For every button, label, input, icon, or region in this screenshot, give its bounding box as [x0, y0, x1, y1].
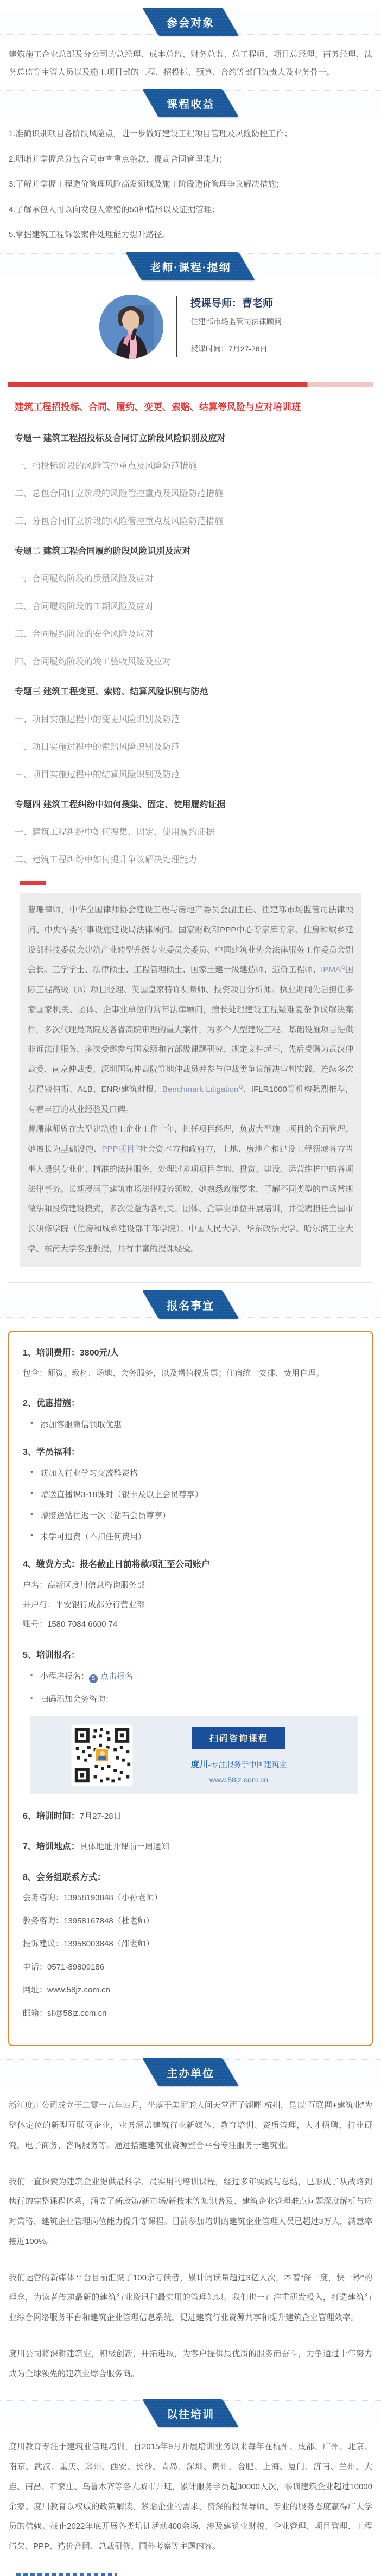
contact-list: [23, 1890, 358, 2021]
brand-tagline: -专注服务于中国建筑业: [208, 1760, 287, 1769]
payment-heading: 4、缴费方式：报名截止日前将款项汇至公司账户: [23, 1560, 210, 1569]
training-time-line: [23, 1808, 358, 1825]
section-strip-signup: [0, 1292, 381, 1318]
qr-code: [72, 1725, 132, 1786]
section-strip-benefits: [0, 90, 381, 116]
contact-line: 教务咨询：13958167848（杜老师）: [23, 1916, 154, 1926]
welfare-item: • 未学可退费（不扣任何费用）: [30, 1531, 358, 1542]
brand-url: www.58jz.com.cn: [209, 1775, 269, 1784]
instructor-divider: [176, 296, 177, 357]
section-strip-course: [0, 253, 381, 279]
benefit-item: 5.掌握建筑工程诉讼案件处理能力提升路径。: [9, 230, 170, 239]
fee-heading: 1、培训费用：3800元/人: [23, 1348, 119, 1358]
bio-paragraph-2: [28, 1120, 353, 1259]
bio-accent-bar: [20, 881, 46, 885]
outline-item: 四、合同履约阶段的竣工验收风险及应对: [15, 657, 172, 667]
outline-item: 二、建筑工程纠纷中如何提升争议解决处理能力: [15, 855, 198, 865]
section-strip-organizer: [0, 2059, 381, 2085]
contact-line: 邮箱：sll@58jz.com.cn: [23, 2008, 107, 2018]
bio-text: 社会资本方和政府方，土地、房地产和建设工程领域各方当事人提供专业化、精准的法律服务，处理过多项项目拿地、投资、建设、运营维护中的各项法律事务。长期浸润于建筑市场法律服务领域，她熟悉政策要求，了解不同类型的市场常规做法和投资建设模式，多次受邀为各机关、团体、企事业单位开展培训，并受聘担任全国市长研修学院（住房和城乡建设部干部学院）、中国人民大学、华东政法大学、哈尔滨工业大学、东南大学客座教授，具有丰富的授课经验。: [28, 1145, 354, 1254]
organizer-banner: [142, 2058, 239, 2086]
attendees-banner-label: 参会对象: [167, 17, 214, 29]
signup-banner-label: 报名事宜: [167, 1300, 214, 1312]
bio-text: 、IFLR1000等机构强烈推荐，有着丰富的从业经验及口碑。: [28, 1084, 353, 1114]
bio-text: 曹珊律师，中华全国律师协会建设工程与房地产委员会副主任、住建部市场监管司法律顾问、中央军委军事设施建设局法律顾问、国家财政部PPP中心专家库专家、住房和城乡建设部科技委员会建筑产业转型升级专业委员会委员、中国建筑业协会法律服务工作委员会副会长。工学学士、法律硕士、工程管理硕士、国家土建一级建造师、造价工程师、: [28, 905, 354, 975]
outline-item: 三、项目实施过程中的结算风险识别及防范: [15, 770, 180, 779]
organizer-paragraph: 我们运营的新媒体平台目前汇聚了100余万读者，累计阅读量超过3亿人次，本着“深一度，快一秒”的理念，为读者传递最新的建筑行业资讯和最实用的管理知识。我们也一直注重研发投入，打造建筑行业综合网络服务平台和建筑企业管理信息系统，促进建筑行业资源共享和提升建筑企业管理效率。: [9, 2273, 372, 2323]
training-time-value: 7月27-28日: [79, 1811, 122, 1821]
benefit-item: 4.了解承包人可以向发包人索赔的50种情形以及证据管理；: [9, 204, 220, 214]
instructor-bio-box: [20, 893, 361, 1267]
attendees-text: 建筑施工企业总部及分公司的总经理、成本总监、财务总监、总工程师、项目总经理、商务经理、法务总监等主管人员以及施工项目部的工程、招投标、预算、合约等部门负责人及业务骨干。: [9, 50, 372, 77]
instructor-time: 授课时间：7月27-28日: [190, 344, 268, 353]
payment-line: 户名：高新区度川信息咨询服务部: [23, 1581, 145, 1590]
outline-topic-3: [15, 685, 366, 780]
bio-paragraph-1: [28, 900, 353, 1120]
signup-box: [8, 1331, 373, 2047]
register-list: [23, 1670, 358, 1704]
contact-line: 会务咨询：13958193848（小孙老师）: [23, 1893, 162, 1903]
instructor-card: [0, 295, 381, 359]
past-banner-label: 以往培训: [167, 2408, 214, 2421]
benefits-banner-label: 课程收益: [167, 98, 214, 111]
training-venue-label: 7、培训地点：: [23, 1842, 80, 1851]
miniprogram-icon[interactable]: S: [89, 1674, 98, 1683]
payment-line: 账号：1580 7084 6600 74: [23, 1620, 118, 1629]
fee-note: 包含：师资、教材、场地、会务服务，以及增值税发票；住宿统一安排、费用自理。: [23, 1368, 325, 1378]
ipma-search-link[interactable]: IPMA Q: [321, 965, 345, 974]
past-training: [0, 2437, 381, 2557]
brand-name: 度川: [190, 1760, 208, 1769]
benchmark-search-link[interactable]: Benchmark Litigation Q: [162, 1085, 243, 1094]
instructor-info: [190, 295, 282, 357]
attendees-banner: [142, 8, 239, 36]
welfare-item: • 赠送直播课3-18课时（银卡及以上会员尊享）: [30, 1488, 358, 1500]
training-time-label: 6、培训时间：: [23, 1811, 80, 1821]
payment-details: [23, 1577, 358, 1633]
contact-line: 投诉建议：13958003848（邵老师）: [23, 1939, 154, 1949]
outline-topic-4: [15, 797, 366, 865]
outline-item: 一、建筑工程纠纷中如何搜集、固定、使用履约证据: [15, 828, 215, 837]
outline-top-red-bar: [8, 382, 373, 387]
bottom-dotted-divider: [16, 2573, 117, 2576]
miniprogram-register-item: [30, 1670, 358, 1683]
organizer-paragraph: 浙江度川公司成立于二零一五年四月，坐落于美丽的人间天堂西子湖畔·杭州，是以“互联网+建筑业”为整体定位的新型互联网企业，业务涵盖建筑行业新媒体、教育培训、资质管理，人才招聘，行业研究，电子商务、咨询服务等。通过搭建建筑业资源整合平台专注服务于建筑业。: [9, 2101, 372, 2150]
discount-list: [23, 1418, 358, 1430]
register-link[interactable]: 点击报名: [100, 1672, 134, 1681]
scan-consult-button[interactable]: 扫码咨询课程: [192, 1727, 285, 1749]
organizer-intro: [0, 2096, 381, 2384]
contact-heading: 8、会务组联系方式：: [23, 1873, 106, 1883]
welfare-list: [23, 1467, 358, 1542]
contact-line: 电话：0571-89809186: [23, 1962, 105, 1972]
outline-item: 一、招投标阶段的风险管控重点及风险防范措施: [15, 462, 198, 471]
signup-banner: [142, 1290, 239, 1319]
bio-text: 曹珊律师曾在大型建筑施工企业工作十年，担任项目经理，负责大型施工项目的全面管理。她擅长为基础设施、: [28, 1124, 354, 1154]
benefit-item: 3.了解并掌握工程造价管理风险高发领域及施工阶段造价管理争议解决措施；: [9, 180, 284, 189]
contact-line: 网址：www.58jz.com.cn: [23, 1985, 110, 1995]
benefit-item: 2.明晰并掌握总分包合同审查重点条款，提高合同管理能力；: [9, 154, 227, 164]
topic-heading: 专题四 建筑工程纠纷中如何搜集、固定、使用履约证据: [15, 800, 226, 809]
course-banner: [125, 252, 255, 280]
past-training-text: 度川教育专注于建筑业管理培训，自2015年9月开展培训业务以来每年在杭州、成都、广州、北京、南京、武汉、重庆、郑州、西安、长沙、青岛、深圳、贵州、合肥、上海、厦门、济南、兰州、大连、南昌、石家庄、乌鲁木齐等各大城市开班，累计服务学员超30000人次，参训建筑企业超过10000余家。度川教育以权威的政策解读、紧贴企业的需求、资深的授课导师、专业的服务态度赢得广大学员的信赖。截止2022年底开展各类培训活动400余场，涉及建筑业财税、企业管理、项目管理、工程清欠、PPP、造价合同、总裁研修、国外考察等主题内容。: [9, 2442, 372, 2552]
organizer-banner-label: 主办单位: [167, 2067, 214, 2080]
discount-heading: 2、优惠措施：: [23, 1399, 80, 1408]
instructor-role: 住建部市场监管司法律顾问: [190, 317, 282, 326]
outline-item: 二、合同履约阶段的工期风险及应对: [15, 602, 154, 611]
welfare-heading: 3、学员福利：: [23, 1448, 80, 1457]
benefits-list: [9, 127, 372, 242]
benefits-banner: [142, 89, 239, 117]
welfare-item: • 获加入行业学习交流群资格: [30, 1467, 358, 1479]
organizer-paragraph: 我们一直探索为建筑企业提供最科学、最实用的培训课程，经过多年实践与总结，已形成了从战略到执行的完整课程体系，涵盖了新政策/新市场/新技术等知识普及、建筑企业管理难点问题深度解析与应对策略、建筑企业管理岗位能力提升等课程。目前参加培训的建筑企业管理人员已超过3万人，满意率接近100%。: [9, 2177, 372, 2246]
section-strip-past: [0, 2400, 381, 2426]
qr-consult-panel: [30, 1716, 358, 1794]
bio-text: 国际工程高级（B）项目经理、英国皇家特许测量师、投资项目分析师。执业期间先后担任多家国家机关、团体、企事业单位的常年法律顾问，擅长处理建设工程疑难复杂争议解决案件，多次代理最高院及各省高院审理的重大案件，为多个大型建设工程、基础设施项目提供非诉法律服务，多次受邀参与国家级和省部级课题研究、规定文件起草，先后受聘为武汉仲裁委、南京仲裁委、深圳国际仲裁院等地仲裁员并参与仲裁类争议解决审判实践，连续多次获得钱伯斯、ALB、ENR/建筑时报、: [28, 965, 354, 1094]
topic-heading: 专题二 建筑工程合同履约阶段风险识别及应对: [15, 547, 191, 556]
benefit-item: 1.准确识别项目各阶段风险点，进一步做好建设工程项目管理及风险防控工作；: [9, 129, 293, 138]
outline-item: 三、合同履约阶段的安全风险及应对: [15, 630, 154, 639]
scan-register-item: ▪ 扫码添加会务咨询：: [30, 1693, 358, 1704]
outline-topic-2: [15, 544, 366, 667]
outline-item: 二、总包合同订立阶段的风险管控重点及风险防范措施: [15, 489, 224, 498]
payment-line: 开户行：平安银行成都分行营业部: [23, 1600, 145, 1609]
outline-item: 一、项目实施过程中的变更风险识别及防范: [15, 715, 180, 724]
brand-slogan: [132, 1757, 345, 1770]
topic-heading: 专题三 建筑工程变更、索赔、结算风险识别与防范: [15, 687, 208, 696]
section-strip-attendees: [0, 9, 381, 35]
course-title: 建筑工程招投标、合同、履约、变更、索赔、结算等风险与应对培训班: [15, 401, 301, 412]
discount-item: • 添加客服微信领取优惠: [30, 1418, 358, 1430]
course-banner-label: 老师·课程·提纲: [150, 261, 231, 273]
instructor-name: 授课导师：曹老师: [190, 298, 274, 309]
course-outline-box: [8, 382, 373, 1283]
outline-item: 二、项目实施过程中的索赔风险识别及防范: [15, 743, 180, 752]
outline-item: 三、分包合同订立阶段的风险管控重点及风险防范措施: [15, 517, 224, 526]
miniprogram-label: 小程序报名：: [40, 1672, 90, 1681]
instructor-photo: [99, 295, 163, 359]
outline-item: 一、合同履约阶段的质量风险及应对: [15, 574, 154, 584]
topic-heading: 专题一 建筑工程招投标及合同订立阶段风险识别及应对: [15, 434, 226, 443]
organizer-paragraph: 度川公司将深耕建筑业，积极创新，开拓进取，为客户提供最优质的服务而奋斗，力争通过十年努力成为全球领先的建筑业综合服务商。: [9, 2349, 372, 2379]
outline-topic-1: [15, 431, 366, 527]
welfare-item: • 赠接送站往返一次（钻石会员尊享）: [30, 1510, 358, 1521]
qr-avatar: [95, 1748, 109, 1762]
training-venue-line: [23, 1839, 358, 1855]
past-banner: [142, 2399, 239, 2427]
training-venue-value: 具体地址开课前一周通知: [79, 1842, 169, 1851]
ppp-search-link[interactable]: PPP项目 Q: [102, 1145, 139, 1154]
qr-panel-right: [132, 1727, 345, 1784]
register-heading: 5、培训报名：: [23, 1651, 80, 1660]
